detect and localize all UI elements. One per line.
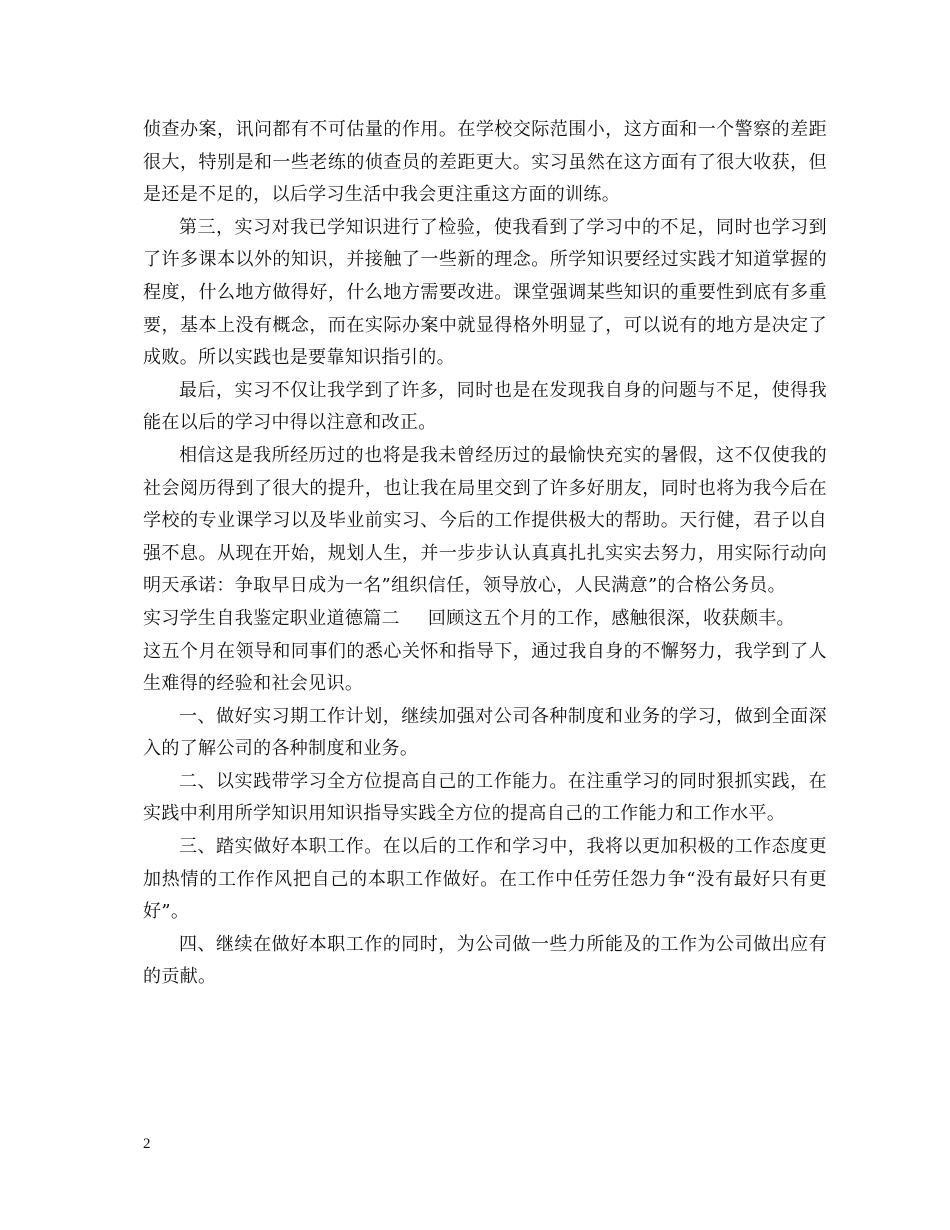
paragraph-4: 相信这是我所经历过的也将是我未曾经历过的最愉快充实的暑假，这不仅使我的社会阅历得到了很大的提升，也让我在局里交到了许多好朋友，同时也将为我今后在学校的专业课学习以及毕业前实习、今后的工作提供极大的帮助。天行健，君子以自强不息。从现在开始，规划人生，并一步步认认真真扎扎实实去努力，用实际行动向明天承诺：争取早日成为一名”组织信任，领导放心，人民满意”的合格公务员。 bbox=[143, 444, 827, 597]
section-heading: 实习学生自我鉴定职业道德篇二 bbox=[143, 607, 400, 629]
section-heading-line bbox=[143, 603, 827, 636]
list-item-1: 一、做好实习期工作计划，继续加强对公司各种制度和业务的学习，做到全面深入的了解公司的各种制度和业务。 bbox=[143, 705, 827, 760]
document-page bbox=[143, 114, 827, 994]
section-heading-rest: 回顾这五个月的工作，感触很深，收获颇丰。 bbox=[427, 607, 795, 629]
section-intro: 这五个月在领导和同事们的悉心关怀和指导下，通过我自身的不懈努力，我学到了人生难得的经验和社会见识。 bbox=[143, 640, 827, 695]
list-item-3: 三、踏实做好本职工作。在以后的工作和学习中，我将以更加积极的工作态度更加热情的工作作风把自己的本职工作做好。在工作中任劳任怨力争“没有最好只有更好”。 bbox=[143, 836, 827, 923]
list-item-4: 四、继续在做好本职工作的同时，为公司做一些力所能及的工作为公司做出应有的贡献。 bbox=[143, 933, 827, 988]
paragraph-2: 第三，实习对我已学知识进行了检验，使我看到了学习中的不足，同时也学习到了许多课本以外的知识，并接触了一些新的理念。所学知识要经过实践才知道掌握的程度，什么地方做得好，什么地方需要改进。课堂强调某些知识的重要性到底有多重要，基本上没有概念，而在实际办案中就显得格外明显了，可以说有的地方是决定了成败。所以实践也是要靠知识指引的。 bbox=[143, 216, 827, 369]
paragraph-1: 侦查办案，讯问都有不可估量的作用。在学校交际范围小，这方面和一个警察的差距很大，特别是和一些老练的侦查员的差距更大。实习虽然在这方面有了很大收获，但是还是不足的，以后学习生活中我会更注重这方面的训练。 bbox=[143, 119, 827, 206]
page-number: 2 bbox=[143, 1136, 151, 1152]
list-item-2: 二、以实践带学习全方位提高自己的工作能力。在注重学习的同时狠抓实践，在实践中利用所学知识用知识指导实践全方位的提高自己的工作能力和工作水平。 bbox=[143, 770, 827, 825]
paragraph-3: 最后，实习不仅让我学到了许多，同时也是在发现我自身的问题与不足，使得我能在以后的学习中得以注意和改正。 bbox=[143, 379, 827, 434]
